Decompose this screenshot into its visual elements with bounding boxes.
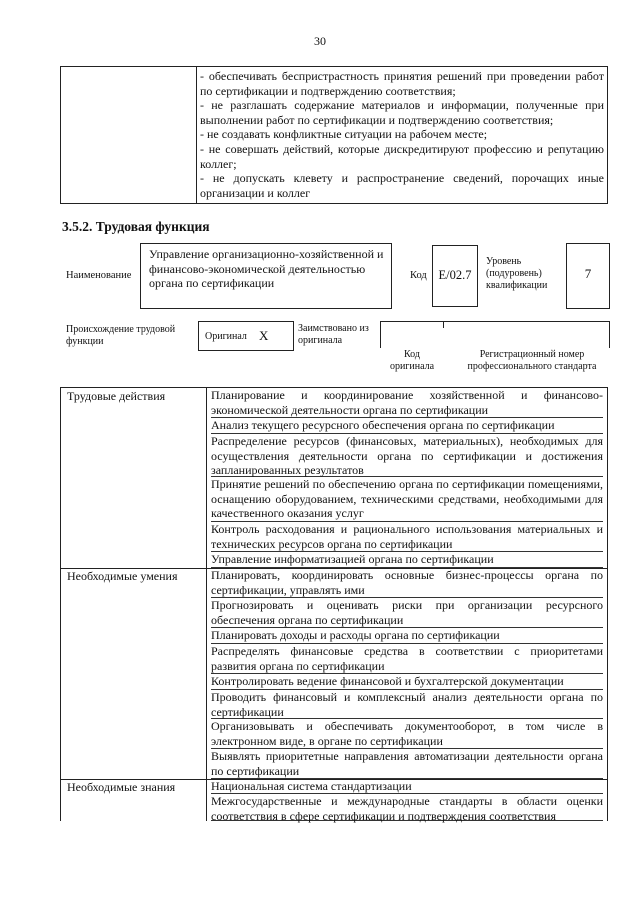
name-box — [140, 243, 392, 309]
list-item: - не создавать конфликтные ситуации на рабочем месте; — [200, 127, 488, 142]
table-row: Распределять финансовые средства в соответствии с приоритетами развития органа по сертификации — [211, 644, 603, 673]
table-row: Выявлять приоритетные направления автоматизации деятельности органа по сертификации — [211, 749, 603, 778]
column-divider — [206, 388, 207, 821]
table-row: Планировать доходы и расходы органа по сертификации — [211, 628, 603, 644]
level-label: Уровень (подуровень) квалификации — [486, 256, 548, 291]
list-item: - не допускать клевету и распространение сведений, порочащих иные организации и коллег — [200, 171, 604, 200]
table-row: Прогнозировать и оценивать риски при организации ресурсного обеспечения органа по сертификации — [211, 598, 603, 627]
table-row: Контролировать ведение финансовой и бухгалтерской документации — [211, 674, 603, 690]
table-row: Планирование и координирование хозяйственной и финансово-экономической деятельности органа по сертификации — [211, 388, 603, 417]
function-table — [60, 387, 608, 821]
table-row: Управление информатизацией органа по сертификации — [211, 552, 603, 568]
table-row: Организовывать и обеспечивать документооборот, в том числе в электронном виде, в органе по сертификации — [211, 719, 603, 748]
table-row: Распределение ресурсов (финансовых, материальных), необходимых для осуществления деятельности органа по сертификации и достижения запланированных результатов — [211, 434, 603, 478]
list-item: - обеспечивать беспристрастность принятия решений при проведении работ по сертификации и подтверждению соответствия; — [200, 69, 604, 98]
code-original-label: Код оригинала — [389, 349, 435, 372]
function-name: Управление организационно-хозяйственной и финансово-экономической деятельностью органа по сертификации — [149, 247, 384, 291]
list-item: - не разглашать содержание материалов и информации, полученные при выполнении работ по сертификации и подтверждению соответствия; — [200, 98, 604, 127]
code-box — [432, 245, 478, 307]
level-box — [566, 243, 610, 309]
code-label: Код — [410, 270, 427, 281]
table-row: Планировать, координировать основные бизнес-процессы органа по сертификации, управлять ими — [211, 568, 603, 597]
list-item: - не совершать действий, которые дискредитируют профессию и репутацию коллег; — [200, 141, 604, 171]
section-title: 3.5.2. Трудовая функция — [62, 219, 210, 234]
code-value: E/02.7 — [438, 268, 472, 282]
skills-label: Необходимые умения — [67, 569, 178, 583]
column-divider — [196, 67, 197, 203]
table-row: Межгосударственные и международные стандарты в области оценки соответствия в сфере сертификации и подтверждения соответствия — [211, 794, 603, 823]
original-mark: X — [259, 328, 269, 343]
table-row: Национальная система стандартизации — [211, 779, 603, 794]
continuation-cell — [200, 69, 604, 200]
registration-divider — [443, 322, 444, 328]
borrowed-label: Заимствовано из оригинала — [298, 323, 369, 346]
table-row: Контроль расходования и рационального использования материальных и технических ресурсов органа по сертификации — [211, 522, 603, 551]
registration-box — [380, 321, 610, 348]
continuation-table — [60, 66, 608, 204]
table-row: Анализ текущего ресурсного обеспечения органа по сертификации — [211, 418, 603, 434]
table-row: Принятие решений по обеспечению органа по сертификации помещениями, оснащению оборудованием, техническими средствами, необходимыми для качественного оказания услуг — [211, 477, 603, 521]
actions-label: Трудовые действия — [67, 389, 166, 403]
reg-number-label: Регистрационный номер профессионального стандарта — [467, 349, 597, 372]
table-row: Проводить финансовый и комплексный анализ деятельности органа по сертификации — [211, 690, 603, 719]
original-label: Оригинал — [205, 331, 247, 342]
level-value: 7 — [584, 266, 592, 281]
original-box — [198, 321, 294, 351]
page-number: 30 — [314, 34, 326, 48]
origin-label: Происхождение трудовой функции — [66, 324, 176, 347]
name-label: Наименование — [66, 270, 132, 281]
knowledge-label: Необходимые знания — [67, 780, 176, 794]
